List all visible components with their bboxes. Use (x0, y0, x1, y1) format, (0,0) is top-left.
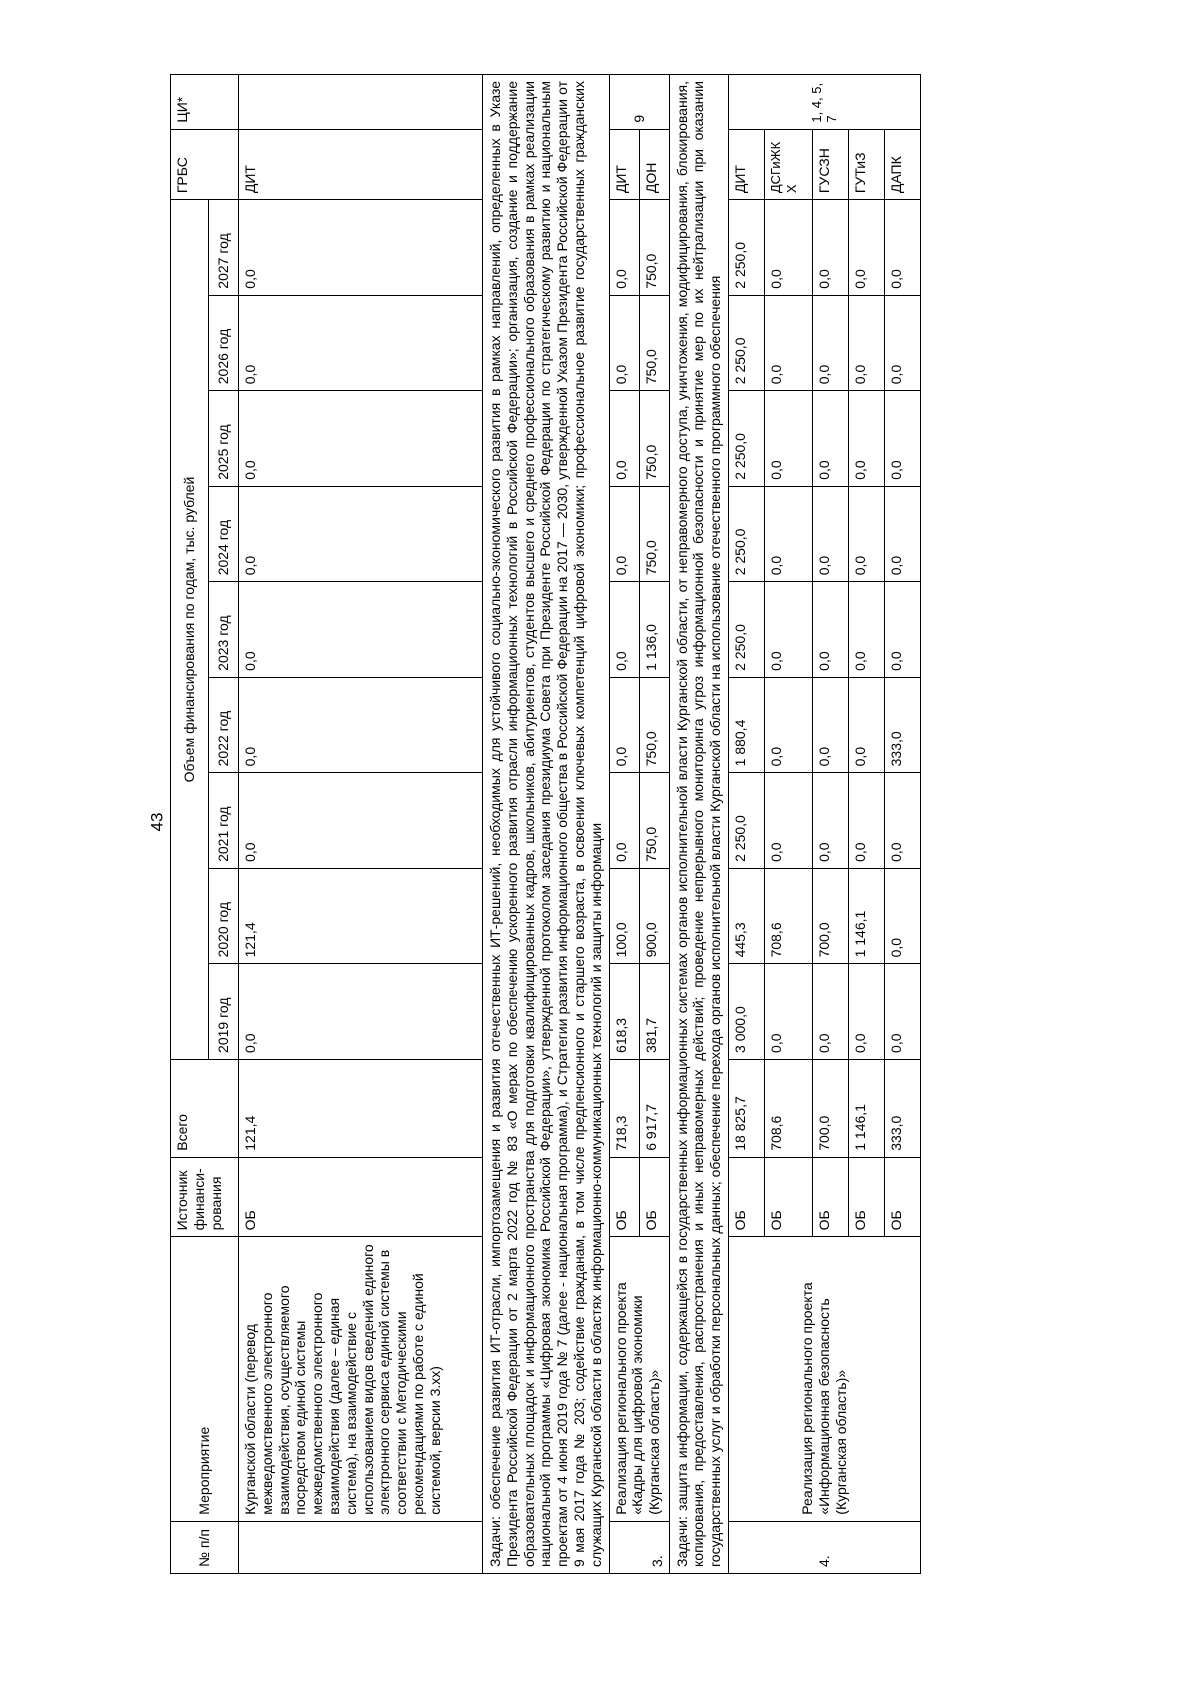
cell-ci: 1, 4, 5, 7 (728, 75, 920, 130)
cell-value: 750,0 (639, 200, 669, 296)
cell-value: 0,0 (848, 582, 884, 678)
cell-grbs: ГУТиЗ (848, 129, 884, 200)
cell-value: 2 250,0 (728, 391, 764, 487)
cell-value: 445,3 (728, 868, 764, 964)
cell-value: 3 000,0 (728, 964, 764, 1060)
cell-value: 750,0 (639, 677, 669, 773)
cell-value: 0,0 (764, 677, 812, 773)
cell-value: 121,4 (239, 868, 483, 964)
cell-grbs: ДОН (639, 129, 669, 200)
financing-table-sheet (170, 74, 1050, 1574)
cell-value: 0,0 (609, 773, 639, 869)
cell-value: 0,0 (609, 582, 639, 678)
cell-value: 0,0 (812, 486, 848, 582)
header-year: 2023 год (209, 582, 239, 678)
cell-total: 333,0 (884, 1059, 920, 1157)
cell-value: 2 250,0 (728, 582, 764, 678)
cell-value: 0,0 (884, 391, 920, 487)
row-num: 4. (728, 1521, 920, 1573)
cell-value: 0,0 (812, 295, 848, 391)
cell-grbs: ДИТ (609, 129, 639, 200)
cell-source: ОБ (848, 1157, 884, 1237)
cell-value: 0,0 (764, 391, 812, 487)
cell-source: ОБ (239, 1157, 483, 1237)
cell-total: 718,3 (609, 1059, 639, 1157)
header-year: 2022 год (209, 677, 239, 773)
cell-value: 700,0 (812, 868, 848, 964)
cell-value: 2 250,0 (728, 773, 764, 869)
cell-total: 700,0 (812, 1059, 848, 1157)
cell-value: 0,0 (609, 677, 639, 773)
cell-value: 0,0 (609, 200, 639, 296)
page-number: 43 (147, 812, 167, 832)
cell-value: 0,0 (884, 582, 920, 678)
header-ci: ЦИ* (171, 75, 239, 130)
cell-value: 0,0 (764, 964, 812, 1060)
header-event: Мероприятие (171, 1237, 239, 1521)
cell-grbs: ГУСЗН (812, 129, 848, 200)
event-text: Реализация регионального проекта «Кадры для цифровой экономики (Курганская область)» (609, 1237, 669, 1521)
cell-value: 2 250,0 (728, 486, 764, 582)
cell-value: 0,0 (884, 868, 920, 964)
cell-value: 1 146,1 (848, 868, 884, 964)
cell-value: 0,0 (609, 391, 639, 487)
cell-value: 0,0 (884, 773, 920, 869)
cell-source: ОБ (884, 1157, 920, 1237)
cell-ci: 9 (609, 75, 669, 130)
event-text: Реализация регионального проекта «Информационная безопасность (Курганская область)» (728, 1237, 920, 1521)
event-cont-text: Курганской области (перевод межведомственного электронного взаимодействия, осуществляемого посредством единой системы межведомственного электронного взаимодействия (далее – единая система), на взаимодействие с использованием видов сведений единого электронного сервиса единой системы в соответствии с Методическими рекомендациями по работе с единой системой, версии 3.xx) (239, 1237, 483, 1521)
cell-value: 0,0 (239, 677, 483, 773)
cell-value: 0,0 (764, 773, 812, 869)
cell-value: 0,0 (848, 486, 884, 582)
cell-value: 0,0 (812, 200, 848, 296)
cell-value: 750,0 (639, 295, 669, 391)
cell-value: 0,0 (812, 582, 848, 678)
cell-value: 0,0 (239, 582, 483, 678)
cell-value: 708,6 (764, 868, 812, 964)
header-year: 2021 год (209, 773, 239, 869)
cell-value: 0,0 (848, 677, 884, 773)
task-row (669, 75, 728, 1574)
header-year: 2019 год (209, 964, 239, 1060)
header-grbs: ГРБС (171, 129, 239, 200)
cell-value: 0,0 (609, 295, 639, 391)
cell-value: 0,0 (764, 582, 812, 678)
cell-value: 0,0 (239, 773, 483, 869)
cell-value: 381,7 (639, 964, 669, 1060)
cell-value: 618,3 (609, 964, 639, 1060)
cell-value: 900,0 (639, 868, 669, 964)
cell-value: 750,0 (639, 486, 669, 582)
cell-value: 1 136,0 (639, 582, 669, 678)
cell-total: 708,6 (764, 1059, 812, 1157)
cell-grbs: ДСГиЖКХ (764, 129, 812, 200)
cell-value: 0,0 (848, 773, 884, 869)
cell-value: 2 250,0 (728, 200, 764, 296)
cell-value: 750,0 (639, 391, 669, 487)
header-source: Источник финанси-рования (171, 1157, 239, 1237)
cell-source: ОБ (764, 1157, 812, 1237)
cell-value: 0,0 (609, 486, 639, 582)
cell-source: ОБ (728, 1157, 764, 1237)
cell-grbs: ДИТ (728, 129, 764, 200)
cell-value: 0,0 (884, 486, 920, 582)
header-year: 2027 год (209, 200, 239, 296)
cell-source: ОБ (609, 1157, 639, 1237)
table-row (728, 75, 764, 1574)
cell-value: 0,0 (848, 295, 884, 391)
cell-value: 0,0 (848, 391, 884, 487)
header-year: 2020 год (209, 868, 239, 964)
cell-value: 0,0 (239, 200, 483, 296)
cell-value: 0,0 (764, 486, 812, 582)
table-row (609, 75, 639, 1574)
cell-value: 0,0 (848, 964, 884, 1060)
cell-value: 0,0 (884, 964, 920, 1060)
task-row (483, 75, 610, 1574)
cell-value: 0,0 (239, 295, 483, 391)
header-year: 2026 год (209, 295, 239, 391)
row-num: 3. (609, 1521, 669, 1573)
header-total: Всего (171, 1059, 239, 1157)
cell-value: 0,0 (764, 295, 812, 391)
header-year: 2025 год (209, 391, 239, 487)
cell-value: 0,0 (812, 677, 848, 773)
cell-value: 0,0 (848, 200, 884, 296)
cell-value: 1 880,4 (728, 677, 764, 773)
cell-value: 0,0 (239, 964, 483, 1060)
cell-value: 0,0 (884, 200, 920, 296)
financing-table (170, 74, 921, 1574)
header-num: № п/п (171, 1521, 239, 1573)
cell-value: 2 250,0 (728, 295, 764, 391)
cell-value: 333,0 (884, 677, 920, 773)
cell-total: 1 146,1 (848, 1059, 884, 1157)
cell-value: 0,0 (239, 486, 483, 582)
cell-value: 0,0 (812, 391, 848, 487)
cell-total: 121,4 (239, 1059, 483, 1157)
header-year: 2024 год (209, 486, 239, 582)
header-volume: Объем финансирования по годам, тыс. рублей (171, 200, 209, 1060)
cell-value: 0,0 (884, 295, 920, 391)
cell-value: 0,0 (239, 391, 483, 487)
table-row (239, 75, 483, 1574)
cell-grbs: ДАПК (884, 129, 920, 200)
cell-value: 0,0 (812, 964, 848, 1060)
cell-source: ОБ (639, 1157, 669, 1237)
cell-value: 750,0 (639, 773, 669, 869)
cell-grbs: ДИТ (239, 129, 483, 200)
cell-total: 6 917,7 (639, 1059, 669, 1157)
cell-source: ОБ (812, 1157, 848, 1237)
cell-value: 0,0 (764, 200, 812, 296)
task-text-2: Задачи: защита информации, содержащейся в государственных информационных системах органов исполнительной власти Курганской области, от неправомерного доступа, уничтожения, модифицирования, блокирования, копирования, предоставления, распространения и иных неправомерных действий; проведение непрерывного мониторинга угроз информационной безопасности и принятие мер по их нейтрализации при оказании государственных услуг и обработки персональных данных; обеспечение перехода органов исполнительной власти Курганской области на использование отечественного программного обеспечения (669, 75, 728, 1574)
cell-value: 100,0 (609, 868, 639, 964)
cell-total: 18 825,7 (728, 1059, 764, 1157)
cell-value: 0,0 (812, 773, 848, 869)
task-text-1: Задачи: обеспечение развития ИТ-отрасли, импортозамещения и развития отечественных ИТ-решений, необходимых для устойчивого социально-экономического развития в рамках направлений, определенных в Указе Президента Российской Федерации от 2 марта 2022 год № 83 «О мерах по обеспечению ускоренного развития отрасли информационных технологий в Российской Федерации»; организация, создание и поддержание образовательных площадок и информационного пространства для подготовки квалифицированных кадров, школьников, абитуриентов, студентов высшего и среднего профессионального образования в рамках реализации национальной программы «Цифровая экономика Российской Федерации», утвержденной протоколом заседания президиума Совета при Президенте Российской Федерации по стратегическому развитию и национальным проектам от 4 июня 2019 года № 7 (далее - национальная программа), и Стратегии развития информационного общества в Российской Федерации на 2017 — 2030, утвержденной Указом Президента Российской Федерации от 9 мая 2017 года № 203; содействие гражданам, в том числе предпенсионного и старшего возраста, в освоении ключевых компетенций цифровой экономики; профессиональное развитие государственных гражданских служащих Курганской области в областях информационно-коммуникационных технологий и защиты информации (483, 75, 610, 1574)
